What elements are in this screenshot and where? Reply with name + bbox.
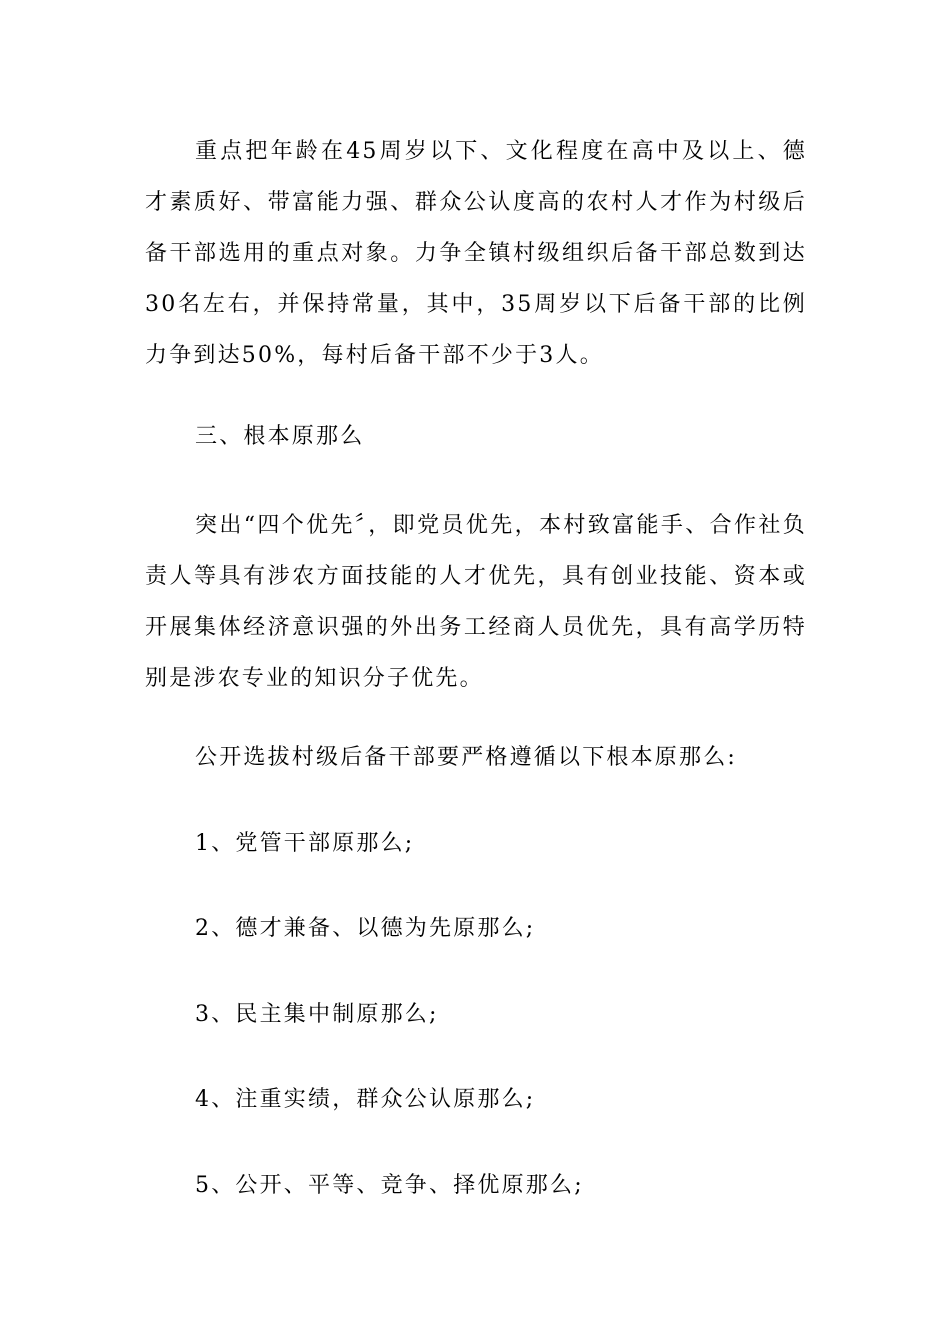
section-heading-basic-principles: 三、根本原那么	[195, 424, 365, 449]
principle-item: 1、党管干部原那么;	[195, 831, 415, 856]
paragraph-reserve-criteria: 重点把年龄在45周岁以下、文化程度在高中及以上、德才素质好、带富能力强、群众公认度高的农村人才作为村级后备干部选用的重点对象。力争全镇村级组织后备干部总数到达30名左右，并保持常量，其中，35周岁以下后备干部的比例力争到达50%，每村后备干部不少于3人。	[145, 139, 807, 368]
principle-item: 4、注重实绩，群众公认原那么;	[195, 1087, 536, 1112]
principle-item: 5、公开、平等、竞争、择优原那么;	[195, 1173, 584, 1198]
principle-item: 2、德才兼备、以德为先原那么;	[195, 916, 536, 941]
paragraph-principles-intro: 公开选拔村级后备干部要严格遵循以下根本原那么:	[195, 745, 738, 770]
paragraph-four-priorities: 突出“四个优先〞，即党员优先，本村致富能手、合作社负责人等具有涉农方面技能的人才优先，具有创业技能、资本或开展集体经济意识强的外出务工经商人员优先，具有高学历特别是涉农专业的知识分子优先。	[145, 513, 807, 691]
principle-item: 3、民主集中制原那么;	[195, 1002, 439, 1027]
